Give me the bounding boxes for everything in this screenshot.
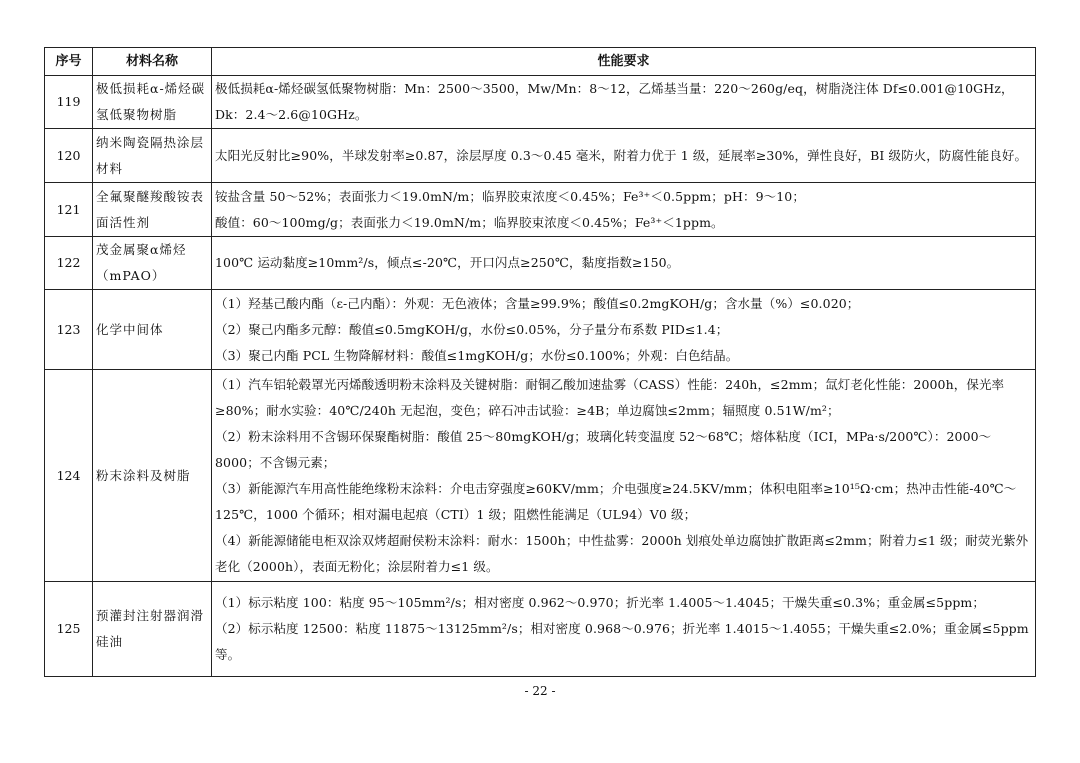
table-header-row xyxy=(45,48,1036,76)
table-row xyxy=(45,370,1036,582)
requirements-cell xyxy=(212,237,1036,290)
material-name: 化学中间体 xyxy=(93,290,212,370)
table-row xyxy=(45,237,1036,290)
requirement-line: （3）新能源汽车用高性能绝缘粉末涂料：介电击穿强度≥60KV/mm；介电强度≥24.5KV/mm；体积电阻率≥10¹⁵Ω·cm；热冲击性能-40℃～125℃，1000 个循环；相对漏电起痕（CTI）1 级；阻燃性能满足（UL94）V0 级； xyxy=(215,480,1017,522)
material-name: 全氟聚醚羧酸铵表面活性剂 xyxy=(93,183,212,237)
requirement-line: （2）粉末涂料用不含锡环保聚酯树脂：酸值 25～80mgKOH/g；玻璃化转变温度 52～68℃；熔体粘度（ICI，MPa·s/200℃）：2000～8000；不含锡元素； xyxy=(215,428,992,470)
requirements-cell xyxy=(212,76,1036,129)
table-row xyxy=(45,76,1036,129)
requirement-line: （3）聚己内酯 PCL 生物降解材料：酸值≤1mgKOH/g；水份≤0.100%；外观：白色结晶。 xyxy=(215,347,739,363)
row-number: 122 xyxy=(45,237,93,290)
page-number: - 22 - xyxy=(524,684,556,698)
material-name: 预灌封注射器润滑硅油 xyxy=(93,582,212,677)
row-number: 124 xyxy=(45,370,93,582)
requirement-line: 极低损耗α-烯烃碳氢低聚物树脂：Mn：2500～3500，Mw/Mn：8～12，乙烯基当量：220～260g/eq，树脂浇注体 Df≤0.001@10GHz，Dk：2.4～2.6@10GHz。 xyxy=(215,81,1014,122)
row-number: 119 xyxy=(45,76,93,129)
requirement-line: 铵盐含量 50～52%；表面张力＜19.0mN/m；临界胶束浓度＜0.45%；Fe³⁺＜0.5ppm；pH：9～10； xyxy=(215,188,805,204)
requirements-cell xyxy=(212,183,1036,237)
requirement-line: 酸值：60～100mg/g；表面张力＜19.0mN/m；临界胶束浓度＜0.45%；Fe³⁺＜1ppm。 xyxy=(215,214,724,230)
header-requirements: 性能要求 xyxy=(212,48,1036,76)
requirement-line: （1）汽车铝轮毂罩光丙烯酸透明粉末涂料及关键树脂：耐铜乙酸加速盐雾（CASS）性能：240h，≤2mm；氙灯老化性能：2000h，保光率≥80%；耐水实验：40℃/240h 无起泡，变色；碎石冲击试验：≥4B；单边腐蚀≤2mm；辐照度 0.51W/m²； xyxy=(215,376,1005,418)
material-name: 粉末涂料及树脂 xyxy=(93,370,212,582)
requirement-line: 太阳光反射比≥90%，半球发射率≥0.87，涂层厚度 0.3～0.45 毫米，附着力优于 1 级，延展率≥30%，弹性良好，BI 级防火，防腐性能良好。 xyxy=(215,147,1028,163)
table-row xyxy=(45,183,1036,237)
header-no: 序号 xyxy=(45,48,93,76)
spec-table xyxy=(44,47,1036,677)
requirements-cell xyxy=(212,582,1036,677)
row-number: 121 xyxy=(45,183,93,237)
table-row xyxy=(45,129,1036,183)
requirement-line: （2）标示粘度 12500：粘度 11875～13125mm²/s；相对密度 0.968～0.976；折光率 1.4015～1.4055；干燥失重≤2.0%；重金属≤5ppm 等。 xyxy=(215,621,1029,662)
requirements-cell xyxy=(212,129,1036,183)
requirements-cell xyxy=(212,290,1036,370)
table-row xyxy=(45,582,1036,677)
table-row xyxy=(45,290,1036,370)
row-number: 120 xyxy=(45,129,93,183)
row-number: 125 xyxy=(45,582,93,677)
material-name: 茂金属聚α烯烃（mPAO） xyxy=(93,237,212,290)
material-name: 极低损耗α-烯烃碳氢低聚物树脂 xyxy=(93,76,212,129)
row-number: 123 xyxy=(45,290,93,370)
requirements-cell xyxy=(212,370,1036,582)
requirement-line: （2）聚己内酯多元醇：酸值≤0.5mgKOH/g，水份≤0.05%，分子量分布系数 PID≤1.4； xyxy=(215,321,729,337)
requirement-line: 100℃ 运动黏度≥10mm²/s，倾点≤-20℃，开口闪点≥250℃，黏度指数≥150。 xyxy=(215,255,680,270)
requirement-line: （4）新能源储能电柜双涂双烤超耐侯粉末涂料：耐水：1500h；中性盐雾：2000h 划痕处单边腐蚀扩散距离≤2mm；附着力≤1 级；耐荧光紫外老化（2000h），表面无粉化；涂层附着力≤1 级。 xyxy=(215,532,1029,574)
header-name: 材料名称 xyxy=(93,48,212,76)
requirement-line: （1）羟基己酸内酯（ε-己内酯）：外观：无色液体；含量≥99.9%；酸值≤0.2mgKOH/g；含水量（%）≤0.020； xyxy=(215,295,860,311)
material-name: 纳米陶瓷隔热涂层材料 xyxy=(93,129,212,183)
requirement-line: （1）标示粘度 100：粘度 95～105mm²/s；相对密度 0.962～0.970；折光率 1.4005～1.4045；干燥失重≤0.3%；重金属≤5ppm； xyxy=(215,595,985,610)
